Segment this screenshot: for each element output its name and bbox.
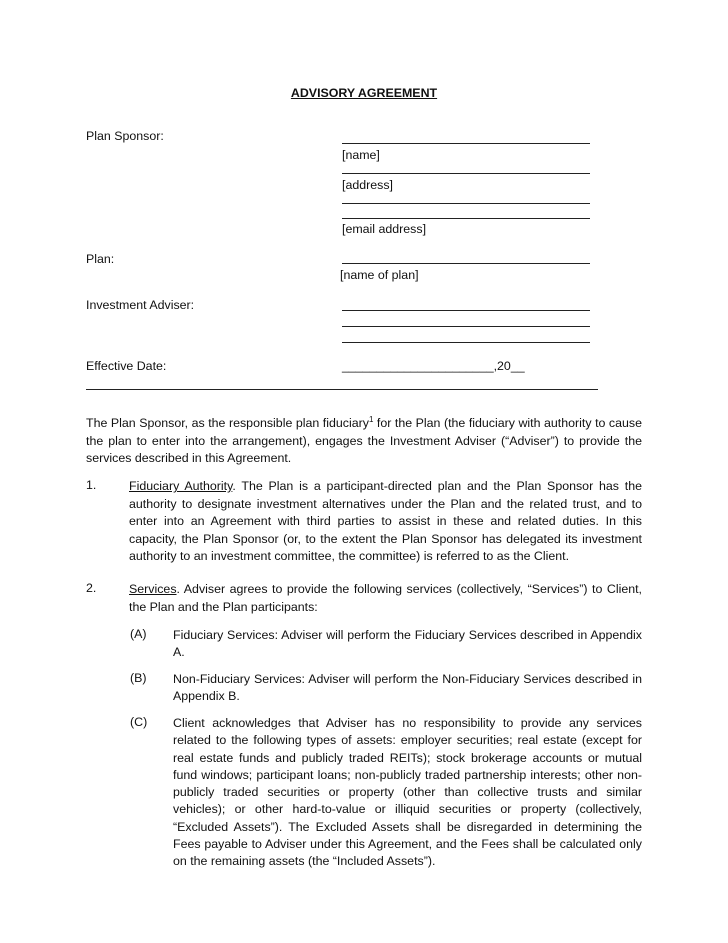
plan-name-line[interactable] [342, 263, 590, 264]
footnote-marker[interactable]: 1 [368, 414, 374, 424]
email-hint: [email address] [342, 222, 427, 236]
subsection-c-text: Client acknowledges that Adviser has no responsibility to provide any services related to the following types of assets: employer securities; real estate (except for real estate funds and publicly traded REITs); stock brokerage accounts or mutual fund windows; participant loans; non-publicly traded partnership interests; other non-publicly traded securities or property (other than collective trusts and similar vehicles); or other hard-to-value or illiquid securities or property (collectively, “Excluded Assets”). The Excluded Assets shall be disregarded in determining the Fees payable to Adviser under this Agreement, and the Fees shall be calculated only on the remaining assets (the “Included Assets”). [173, 716, 642, 869]
plan-name-hint: [name of plan] [340, 268, 419, 282]
subsection-a-text: Fiduciary Services: Adviser will perform the Fiduciary Services described in Appendix A. [173, 628, 642, 660]
plan-sponsor-name-line[interactable] [342, 143, 590, 144]
adviser-label: Investment Adviser: [86, 298, 195, 312]
plan-sponsor-label: Plan Sponsor: [86, 129, 164, 143]
section-1-heading: Fiduciary Authority [129, 479, 233, 493]
section-1-paragraph: Fiduciary Authority. The Plan is a participant-directed plan and the Plan Sponsor has the authority to designate investment alternatives under the Plan and the related trust, and to enter into an Agreement with third parties to assist in these and related duties. In this capacity, the Plan Sponsor (or, to the extent the Plan Sponsor has delegated its investment authority to an investment committee, the committee) is referred to as the Client. [129, 479, 642, 564]
effective-date-label: Effective Date: [86, 359, 167, 373]
plan-sponsor-email-line[interactable] [342, 218, 590, 219]
plan-label: Plan: [86, 252, 115, 266]
subsection-c-label: (C) [130, 715, 148, 729]
intro-paragraph: The Plan Sponsor, as the responsible plan fiduciary$^1$ for the Plan (the fiduciary with authority to cause the plan to enter into the arrangement), engages the Investment Adviser (“Adviser”) to provide the services described in this Agreement. [86, 414, 642, 466]
name-hint: [name] [342, 148, 380, 162]
subsection-a-label: (A) [130, 627, 147, 641]
section-1-number: 1. [86, 478, 97, 492]
plan-sponsor-address-line-2[interactable] [342, 203, 590, 204]
adviser-line-3[interactable] [342, 342, 590, 343]
adviser-line-1[interactable] [342, 310, 590, 311]
subsection-b-label: (B) [130, 671, 147, 685]
plan-sponsor-address-line[interactable] [342, 173, 590, 174]
separator-line [86, 389, 598, 390]
section-2-paragraph: Services. Adviser agrees to provide the following services (collectively, “Services”) to Client, the Plan and the Plan participants: [129, 582, 642, 614]
document-title: ADVISORY AGREEMENT [290, 86, 438, 100]
subsection-b-text: Non-Fiduciary Services: Adviser will perform the Non-Fiduciary Services described in Appendix B. [173, 672, 642, 704]
effective-date-field[interactable]: ______________________,20__ [342, 359, 525, 373]
adviser-line-2[interactable] [342, 326, 590, 327]
section-2-heading: Services [129, 582, 177, 596]
section-2-number: 2. [86, 581, 97, 595]
address-hint: [address] [342, 178, 393, 192]
